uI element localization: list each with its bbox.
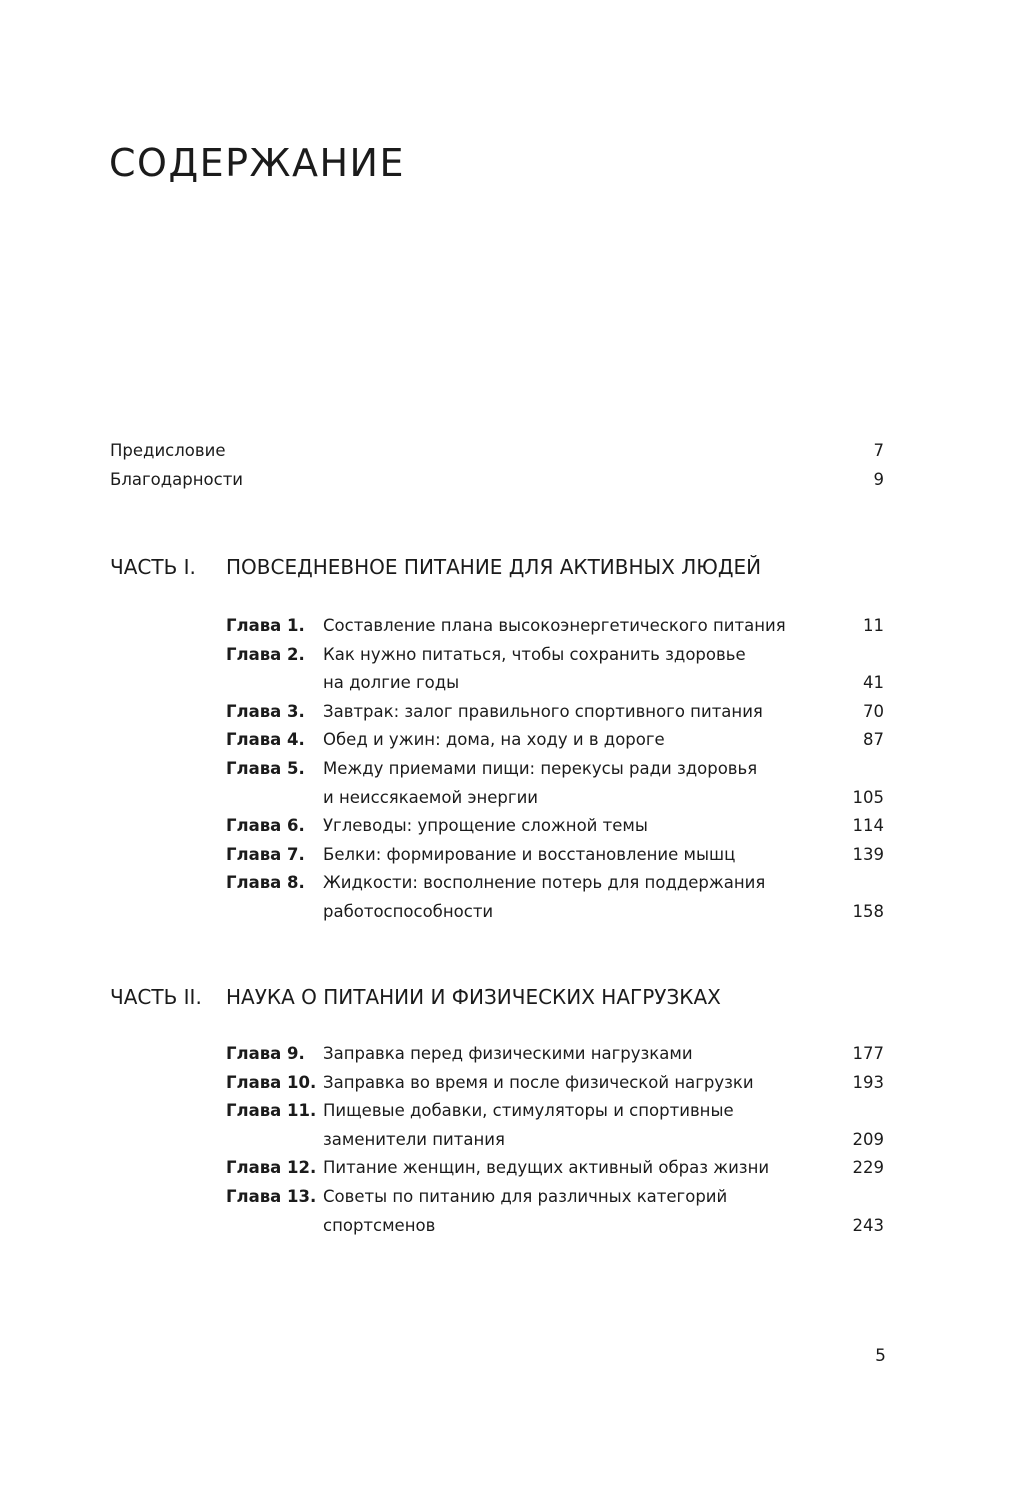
front-matter [110, 441, 884, 499]
toc-chapter-entry[interactable] [226, 1183, 884, 1240]
chapter-title: спортсменов [323, 1215, 436, 1235]
chapter-title: Заправка во время и после физической нагрузки [323, 1072, 754, 1092]
chapter-label: Глава 8. [226, 873, 305, 893]
part-number: ЧАСТЬ I. [110, 555, 196, 579]
chapter-page-number: 11 [863, 616, 884, 635]
chapter-label: Глава 12. [226, 1158, 317, 1178]
chapter-label: Глава 9. [226, 1044, 305, 1063]
chapter-page-number: 243 [852, 1215, 884, 1235]
chapter-label: Глава 1. [226, 616, 305, 635]
chapter-list [226, 612, 884, 927]
chapter-label: Глава 11. [226, 1101, 317, 1121]
chapter-title: Жидкости: восполнение потерь для поддержания [323, 873, 766, 893]
toc-chapter-entry[interactable] [226, 1097, 884, 1154]
toc-chapter-entry[interactable] [226, 1154, 884, 1183]
chapter-label: Глава 3. [226, 701, 305, 721]
chapter-title: Обед и ужин: дома, на ходу и в дороге [323, 730, 665, 750]
chapter-title: Составление плана высокоэнергетического питания [323, 616, 786, 635]
toc-chapter-entry[interactable] [226, 698, 884, 727]
toc-chapter-entry[interactable] [226, 869, 884, 926]
part-number: ЧАСТЬ II. [110, 985, 202, 1009]
chapter-label: Глава 7. [226, 844, 305, 864]
chapter-page-number: 139 [852, 844, 884, 864]
toc-entry-title: Предисловие [110, 441, 226, 460]
chapter-label: Глава 10. [226, 1072, 317, 1092]
chapter-title: Как нужно питаться, чтобы сохранить здоровье [323, 644, 746, 664]
chapter-label: Глава 4. [226, 730, 305, 750]
toc-entry-page: 9 [873, 470, 884, 489]
chapter-page-number: 105 [852, 787, 884, 807]
chapter-title: и неиссякаемой энергии [323, 787, 539, 807]
chapter-title: Заправка перед физическими нагрузками [323, 1044, 693, 1063]
part-title: ПОВСЕДНЕВНОЕ ПИТАНИЕ ДЛЯ АКТИВНЫХ ЛЮДЕЙ [226, 555, 762, 579]
toc-entry[interactable] [110, 470, 884, 499]
chapter-page-number: 209 [852, 1129, 884, 1149]
chapter-title: Между приемами пищи: перекусы ради здоровья [323, 758, 758, 778]
chapter-title: Питание женщин, ведущих активный образ жизни [323, 1158, 770, 1178]
part-heading [110, 982, 721, 1012]
chapter-page-number: 41 [863, 673, 884, 693]
toc-chapter-entry[interactable] [226, 812, 884, 841]
toc-chapter-entry[interactable] [226, 1069, 884, 1098]
chapter-label: Глава 6. [226, 816, 305, 836]
chapter-title: работоспособности [323, 901, 494, 921]
toc-chapter-entry[interactable] [226, 641, 884, 698]
toc-chapter-entry[interactable] [226, 755, 884, 812]
toc-chapter-entry[interactable] [226, 726, 884, 755]
chapter-title: Белки: формирование и восстановление мышц [323, 844, 736, 864]
chapter-title: Советы по питанию для различных категорий [323, 1186, 728, 1206]
chapter-page-number: 177 [852, 1044, 884, 1063]
chapter-title: заменители питания [323, 1129, 505, 1149]
page-number: 5 [875, 1346, 886, 1366]
part-heading [110, 552, 761, 582]
part-title: НАУКА О ПИТАНИИ И ФИЗИЧЕСКИХ НАГРУЗКАХ [226, 985, 721, 1009]
chapter-page-number: 229 [852, 1158, 884, 1178]
chapter-title: Углеводы: упрощение сложной темы [323, 816, 648, 836]
chapter-label: Глава 13. [226, 1186, 317, 1206]
chapter-title: Завтрак: залог правильного спортивного питания [323, 701, 763, 721]
toc-entry-page: 7 [873, 441, 884, 460]
chapter-page-number: 70 [863, 701, 884, 721]
toc-chapter-entry[interactable] [226, 612, 884, 641]
chapter-page-number: 87 [863, 730, 884, 750]
chapter-label: Глава 2. [226, 644, 305, 664]
chapter-label: Глава 5. [226, 758, 305, 778]
page-title: СОДЕРЖАНИЕ [109, 141, 405, 185]
chapter-page-number: 158 [852, 901, 884, 921]
toc-chapter-entry[interactable] [226, 841, 884, 870]
chapter-title: на долгие годы [323, 673, 460, 693]
chapter-list [226, 1040, 884, 1240]
chapter-title: Пищевые добавки, стимуляторы и спортивные [323, 1101, 734, 1121]
chapter-page-number: 193 [852, 1072, 884, 1092]
toc-entry[interactable] [110, 441, 884, 470]
chapter-page-number: 114 [852, 816, 884, 836]
toc-chapter-entry[interactable] [226, 1040, 884, 1069]
toc-entry-title: Благодарности [110, 470, 244, 489]
